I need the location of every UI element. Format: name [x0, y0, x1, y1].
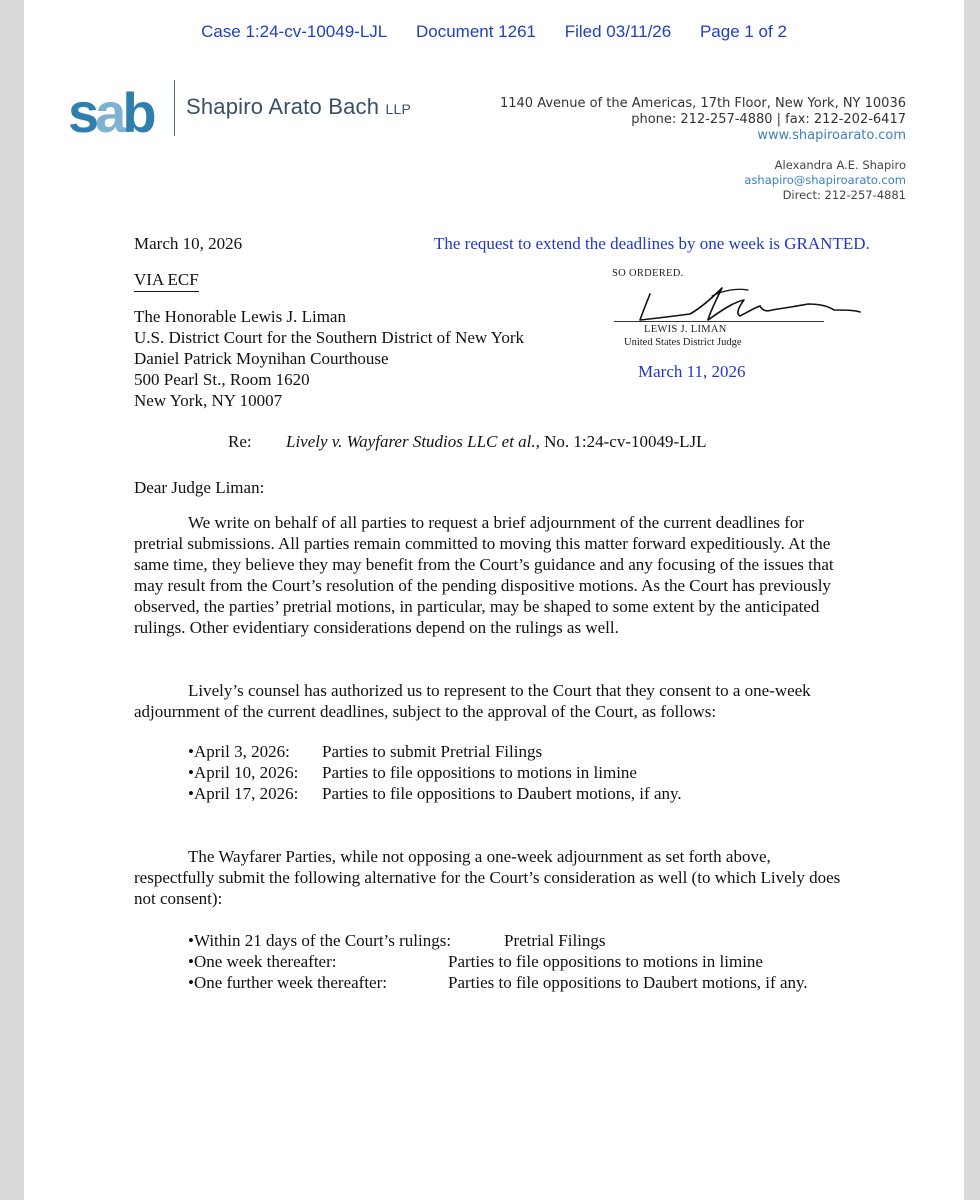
judge-title: United States District Judge: [624, 337, 742, 348]
signature-line: [614, 321, 824, 322]
order-date: March 11, 2026: [638, 362, 746, 381]
case-no: , No. 1:24-cv-10049-LJL: [535, 432, 707, 451]
addressee-block: [134, 306, 524, 411]
paragraph-2: Lively’s counsel has authorized us to represent to the Court that they consent to a one-week adjournment of the current deadlines, subject to the approval of the Court, as follows:: [134, 681, 811, 721]
ecf-header: [24, 22, 964, 42]
order-granted-text: The request to extend the deadlines by one week is GRANTED.: [434, 234, 870, 253]
document-number: Document 1261: [415, 22, 536, 41]
firm-address: 1140 Avenue of the Americas, 17th Floor, New York, NY 10036: [499, 96, 906, 111]
logo-divider: [174, 80, 175, 136]
letter-date: March 10, 2026: [134, 234, 243, 253]
re-label: Re:: [228, 432, 252, 451]
firm-website[interactable]: www.shapiroarato.com: [757, 128, 906, 143]
firm-logo: [68, 88, 168, 140]
addressee-line: The Honorable Lewis J. Liman: [134, 307, 346, 326]
paragraph-1: We write on behalf of all parties to request a brief adjournment of the current deadlines for pretrial submissions. All parties remain committed to moving this matter forward expeditiously. At the same time, they believe they may benefit from the Court’s guidance and any focusing of the issues that may result from the Court’s resolution of the pending dispositive motions. As the Court has previously observed, the parties’ pretrial motions, in particular, may be shaped to some extent by the anticipated rulings. Other evidentiary considerations depend on the rulings as well.: [134, 513, 834, 637]
addressee-line: Daniel Patrick Moynihan Courthouse: [134, 349, 389, 368]
svg-text:sab: sab: [68, 88, 153, 140]
addressee-line: U.S. District Court for the Southern District of New York: [134, 328, 525, 347]
addressee-line: 500 Pearl St., Room 1620: [134, 370, 310, 389]
re-line: [286, 432, 707, 452]
firm-name: Shapiro Arato Bach LLP: [186, 94, 411, 119]
salutation: Dear Judge Liman:: [134, 478, 265, 497]
case-name: Lively v. Wayfarer Studios LLC et al.: [286, 432, 536, 451]
sender-direct: Direct: 212-257-4881: [782, 188, 906, 202]
paragraph-3: The Wayfarer Parties, while not opposing a one-week adjournment as set forth above, respectfully submit the following alternative for the Court’s consideration as well (to which Lively does not consent):: [134, 847, 841, 908]
case-number: Case 1:24-cv-10049-LJL: [201, 22, 388, 41]
sender-block: [744, 158, 906, 203]
judge-name: LEWIS J. LIMAN: [644, 324, 727, 335]
sender-name: Alexandra A.E. Shapiro: [774, 158, 906, 172]
filed-date: Filed 03/11/26: [564, 22, 672, 41]
page-number: Page 1 of 2: [699, 22, 787, 41]
sender-email[interactable]: ashapiro@shapiroarato.com: [744, 173, 906, 187]
addressee-line: New York, NY 10007: [134, 391, 283, 410]
document-page: Case 1:24-cv-10049-LJL Document 1261 Filed 03/11/26 Page 1 of 2 sab Shapiro Arato Bach LLP 1140 Avenue of the Americas, 17th Floor, New York, NY 10036 phone: 212-257-4880 | fax: 212-202-6417 www.shapiroarato.com Alexandra A.E. Shapiro ashapiro@shapiroarato.com Direct: 212-257-4881 March 10, 2026 The request to extend the deadlines by one week is GRANTED. VIA ECF SO ORDERED. LEWIS J. LIMAN United States District Judge March 11, 2026 The Honorable Lewis J. Liman U.S. District Court for the Southern District of New York Daniel Patrick Moynihan Courthouse 500 Pearl St., Room 1620 New York, NY 10007 Re: Lively v. Wayfarer Studios LLC et al., No. 1:24-cv-10049-LJL Dear Judge Liman: We write on behalf of all parties to request a brief adjournment of the current deadlines for pretrial submissions. All parties remain committed to moving this matter forward expeditiously. At the same time, they believe they may benefit from the Court’s guidance and any focusing of the issues that may result from the Court’s resolution of the pending dispositive motions. As the Court has previously observed, the parties’ pretrial motions, in particular, may be shaped to some extent by the anticipated rulings. Other evidentiary considerations depend on the rulings as well. Lively’s counsel has authorized us to represent to the Court that they consent to a one-week adjournment of the current deadlines, subject to the approval of the Court, as follows: •April 3, 2026: Parties to submit Pretrial Filings •April 10, 2026: Parties to file oppositions to motions in limine •April 17, 2026: Parties to file oppositions to Daubert motions, if any. The Wayfarer Parties, while not opposing a one-week adjournment as set forth above, respectfully submit the following alternative for the Court’s consideration as well (to which Lively does not consent): •Within 21 days of the Court’s rulings: Pretrial Filings •One week thereafter: Parties to file oppositions to motions in limine •One further week thereafter: Parties to file oppositions to Daubert motions, if any.: [24, 0, 964, 1200]
firm-address-block: [500, 96, 906, 144]
via-ecf: VIA ECF: [134, 270, 199, 292]
judge-signature: [612, 280, 862, 324]
firm-phone-fax: phone: 212-257-4880 | fax: 212-202-6417: [631, 112, 906, 127]
so-ordered-label: SO ORDERED.: [612, 268, 684, 279]
